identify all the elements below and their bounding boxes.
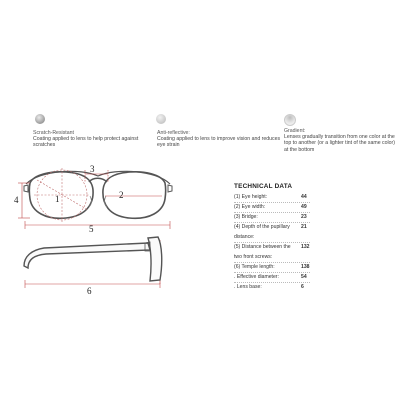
feature-title: Scratch-Resistant	[33, 130, 74, 136]
spec-value: 138	[301, 264, 310, 270]
feature-description: Lenses gradually transition from one color at the top to another (or a lighter tint of the same color) at the bottom	[284, 134, 396, 153]
spec-label: (6) Temple length:	[234, 264, 275, 270]
dim-label-3: 3	[90, 164, 95, 174]
nose-pads	[89, 196, 107, 207]
dim-label-5: 5	[89, 224, 94, 234]
bridge	[89, 178, 107, 182]
dim-label-4: 4	[14, 195, 19, 205]
feature-description: Coating applied to lens to improve vision and reduces eye strain	[157, 136, 281, 149]
spec-label: (1) Eye height:	[234, 194, 268, 200]
spec-label: (3) Bridge:	[234, 214, 258, 220]
right-lens-rim	[103, 172, 166, 218]
feature-title: Anti-reflective:	[157, 130, 190, 136]
spec-label: (4) Depth of the pupillary	[234, 224, 290, 230]
spec-continuation: two front screws:	[234, 254, 273, 260]
right-hinge	[168, 185, 172, 192]
spec-value: 54	[301, 274, 307, 280]
dimension-lines	[18, 170, 170, 288]
feature-title: Gradient:	[284, 128, 306, 134]
spec-continuation: distance:	[234, 234, 255, 240]
spec-value: 49	[301, 204, 307, 210]
left-hinge	[24, 185, 28, 192]
dim-label-1: 1	[55, 194, 60, 204]
spec-label: . Lens base:	[234, 284, 262, 290]
technical-data-section	[232, 183, 312, 190]
spec-value: 23	[301, 214, 307, 220]
spec-value: 6	[301, 284, 304, 290]
temple-arm	[24, 243, 150, 268]
spec-value: 21	[301, 224, 307, 230]
side-view	[24, 237, 162, 281]
feature-description: Coating applied to lens to help protect against scratches	[33, 136, 139, 149]
spec-label: (5) Distance between the	[234, 244, 291, 250]
dim-label-6: 6	[87, 286, 92, 296]
spec-label: (2) Eye width:	[234, 204, 266, 210]
technical-data-title: TECHNICAL DATA	[234, 183, 293, 190]
dim-label-2: 2	[119, 190, 124, 200]
spec-label: . Effective diameter:	[234, 274, 279, 280]
spec-value: 44	[301, 194, 307, 200]
spec-value: 132	[301, 244, 310, 250]
